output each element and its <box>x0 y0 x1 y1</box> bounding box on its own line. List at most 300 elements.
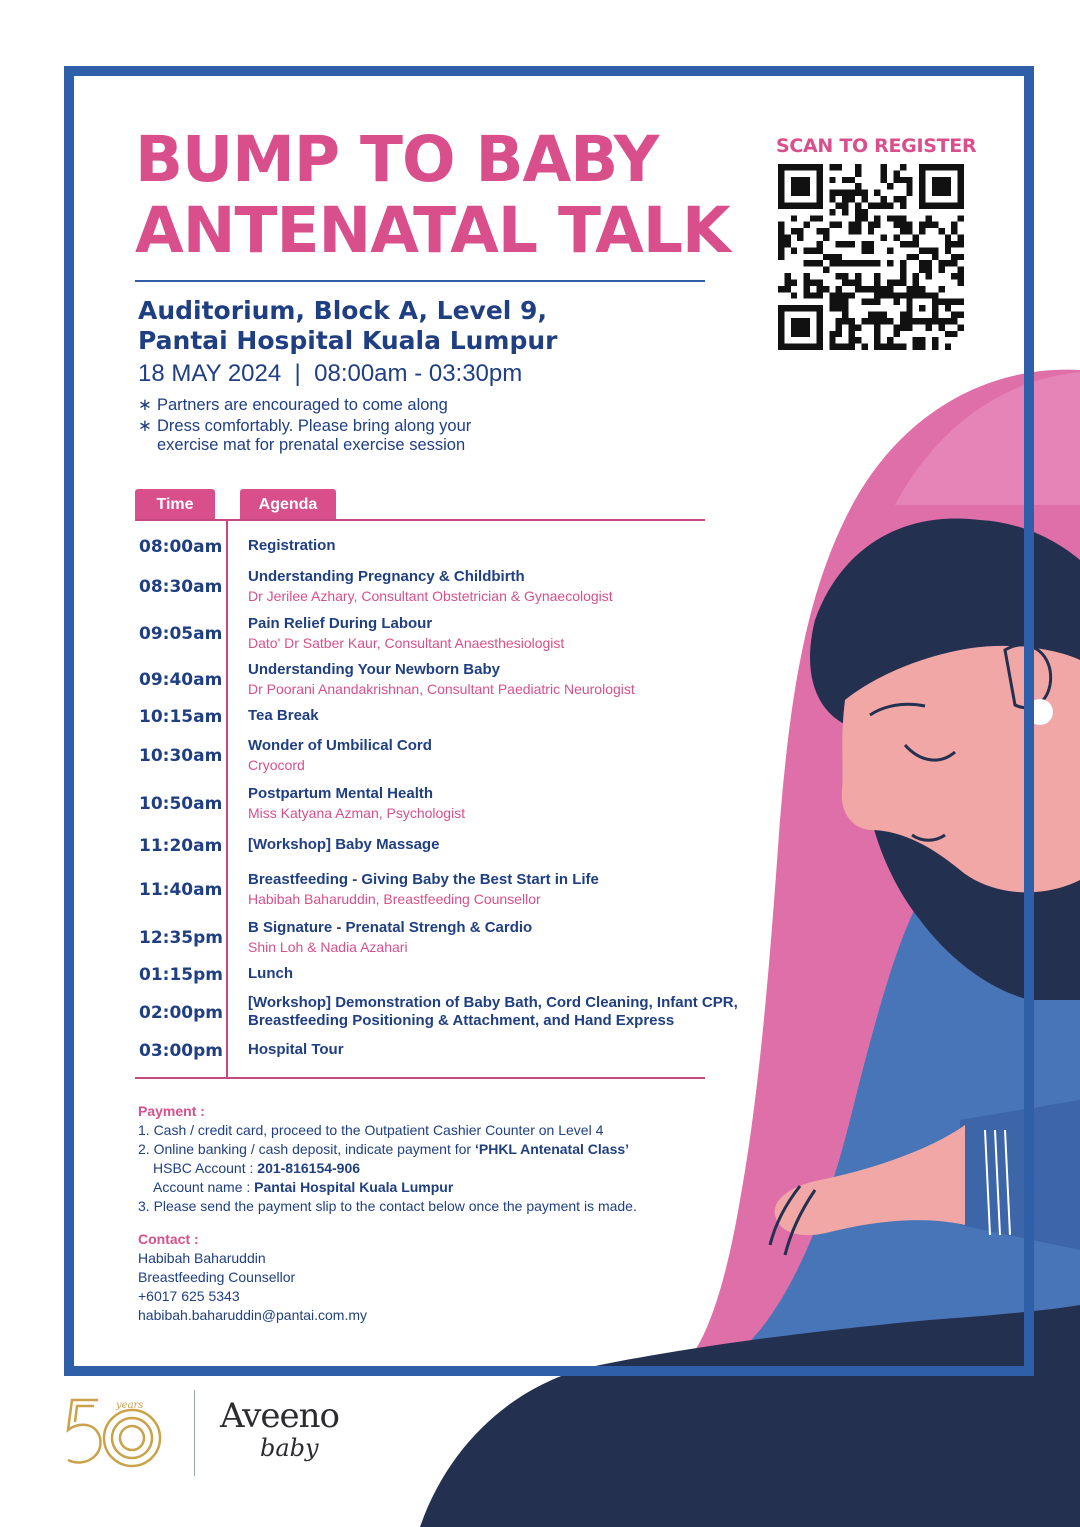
qr-module <box>842 273 848 279</box>
agenda-time: 10:30am <box>139 746 223 766</box>
agenda-speaker: Cryocord <box>248 757 305 773</box>
qr-module <box>938 260 944 266</box>
qr-module <box>836 164 842 170</box>
qr-module <box>887 337 893 343</box>
qr-module <box>836 254 842 260</box>
agenda-time: 08:00am <box>139 537 223 557</box>
qr-module <box>868 312 874 318</box>
qr-module <box>893 235 899 241</box>
qr-module <box>951 299 957 305</box>
qr-module <box>919 286 925 292</box>
agenda-speaker: Dr Poorani Anandakrishnan, Consultant Paediatric Neurologist <box>248 681 635 697</box>
agenda-title: Tea Break <box>248 707 319 724</box>
account-name <box>138 1178 637 1197</box>
qr-module <box>945 247 951 253</box>
qr-module <box>810 215 816 221</box>
agenda-title: Understanding Pregnancy & Childbirth <box>248 568 525 585</box>
qr-module <box>784 273 790 279</box>
qr-module <box>849 324 855 330</box>
qr-module <box>816 228 822 234</box>
qr-module <box>900 273 906 279</box>
qr-module <box>951 331 957 337</box>
title-divider <box>135 280 705 282</box>
qr-module <box>868 222 874 228</box>
qr-module <box>855 190 861 196</box>
qr-module <box>868 228 874 234</box>
qr-module <box>874 331 880 337</box>
qr-module <box>810 292 816 298</box>
aveeno-baby-logo <box>220 1396 360 1476</box>
qr-module <box>816 241 822 247</box>
aveeno-baby-wordmark: baby <box>260 1434 319 1462</box>
qr-module <box>906 183 912 189</box>
qr-module <box>887 247 893 253</box>
title-line-1: BUMP TO BABY <box>135 123 659 196</box>
qr-module <box>874 299 880 305</box>
qr-module <box>842 299 848 305</box>
qr-finder <box>791 318 810 337</box>
qr-module <box>823 286 829 292</box>
qr-module <box>842 279 848 285</box>
qr-module <box>829 254 835 260</box>
qr-module <box>887 260 893 266</box>
qr-module <box>900 318 906 324</box>
note-item <box>138 417 537 455</box>
qr-module <box>932 222 938 228</box>
agenda-title: Wonder of Umbilical Cord <box>248 737 432 754</box>
qr-module <box>893 170 899 176</box>
qr-module <box>900 196 906 202</box>
qr-module <box>958 254 964 260</box>
qr-module <box>887 215 893 221</box>
qr-module <box>816 286 822 292</box>
qr-module <box>951 273 957 279</box>
payment-line-3: 3. Please send the payment slip to the contact below once the payment is made. <box>138 1198 637 1214</box>
contact-section <box>138 1230 367 1325</box>
qr-module <box>906 241 912 247</box>
qr-module <box>926 215 932 221</box>
agenda-time: 08:30am <box>139 577 223 597</box>
qr-module <box>829 260 835 266</box>
qr-module <box>958 312 964 318</box>
qr-alignment <box>919 305 925 311</box>
time-column-header: Time <box>135 489 215 520</box>
qr-module <box>849 337 855 343</box>
qr-module <box>836 273 842 279</box>
logo-divider <box>194 1390 195 1476</box>
asterisk-icon: ∗ <box>138 396 152 414</box>
qr-module <box>926 247 932 253</box>
qr-module <box>842 177 848 183</box>
qr-module <box>919 228 925 234</box>
qr-module <box>893 279 899 285</box>
qr-module <box>849 228 855 234</box>
qr-module <box>816 260 822 266</box>
qr-module <box>887 183 893 189</box>
qr-module <box>945 241 951 247</box>
qr-module <box>900 260 906 266</box>
qr-module <box>829 209 835 215</box>
qr-module <box>791 228 797 234</box>
qr-module <box>913 344 919 350</box>
qr-module <box>861 260 867 266</box>
qr-module <box>804 286 810 292</box>
agenda-time: 02:00pm <box>139 1003 223 1023</box>
agenda-speaker: Habibah Baharuddin, Breastfeeding Counsellor <box>248 891 541 907</box>
payment-line-2 <box>138 1140 637 1159</box>
qr-module <box>816 247 822 253</box>
qr-module <box>945 260 951 266</box>
qr-module <box>958 324 964 330</box>
qr-module <box>881 164 887 170</box>
qr-module <box>829 299 835 305</box>
qr-module <box>778 235 784 241</box>
qr-module <box>874 292 880 298</box>
qr-module <box>868 299 874 305</box>
qr-module <box>829 222 835 228</box>
qr-module <box>861 196 867 202</box>
agenda-speaker: Shin Loh & Nadia Azahari <box>248 939 408 955</box>
qr-module <box>849 292 855 298</box>
qr-module <box>926 260 932 266</box>
qr-module <box>881 318 887 324</box>
qr-module <box>829 196 835 202</box>
qr-module <box>791 247 797 253</box>
qr-module <box>855 279 861 285</box>
qr-module <box>849 196 855 202</box>
qr-module <box>823 254 829 260</box>
qr-module <box>855 222 861 228</box>
agenda-title-continued: Breastfeeding Positioning & Attachment, and Hand Express <box>248 1012 675 1029</box>
agenda-speaker: Miss Katyana Azman, Psychologist <box>248 805 466 821</box>
qr-module <box>900 164 906 170</box>
qr-module <box>919 247 925 253</box>
notes-list <box>138 396 537 457</box>
qr-module <box>881 235 887 241</box>
qr-module <box>804 273 810 279</box>
qr-module <box>778 254 784 260</box>
qr-module <box>932 254 938 260</box>
qr-module <box>951 254 957 260</box>
qr-module <box>778 241 784 247</box>
qr-module <box>861 344 867 350</box>
qr-module <box>906 286 912 292</box>
qr-module <box>836 331 842 337</box>
qr-module <box>804 222 810 228</box>
qr-module <box>829 305 835 311</box>
qr-module <box>861 247 867 253</box>
qr-module <box>874 190 880 196</box>
qr-module <box>932 247 938 253</box>
qr-module <box>829 337 835 343</box>
qr-module <box>958 273 964 279</box>
qr-module <box>926 324 932 330</box>
qr-module <box>842 202 848 208</box>
qr-module <box>906 324 912 330</box>
qr-module <box>913 273 919 279</box>
logo-wordmark: years <box>116 1400 144 1411</box>
account-name-value: Pantai Hospital Kuala Lumpur <box>254 1179 454 1195</box>
qr-module <box>874 260 880 266</box>
event-title <box>135 124 730 266</box>
agenda-time: 10:15am <box>139 707 223 727</box>
qr-module <box>874 324 880 330</box>
qr-module <box>836 222 842 228</box>
agenda-title: Pain Relief During Labour <box>248 615 433 632</box>
qr-module <box>938 299 944 305</box>
qr-module <box>874 318 880 324</box>
qr-module <box>855 183 861 189</box>
qr-module <box>849 222 855 228</box>
qr-module <box>842 260 848 266</box>
hsbc-account <box>138 1159 637 1178</box>
venue-line-1: Auditorium, Block A, Level 9, <box>138 296 547 325</box>
qr-module <box>816 215 822 221</box>
qr-module <box>881 344 887 350</box>
qr-module <box>868 202 874 208</box>
qr-module <box>900 324 906 330</box>
qr-module <box>926 222 932 228</box>
qr-module <box>804 260 810 266</box>
qr-module <box>887 318 893 324</box>
qr-module <box>804 247 810 253</box>
qr-module <box>958 215 964 221</box>
qr-module <box>951 228 957 234</box>
agenda-title: Registration <box>248 537 336 554</box>
qr-module <box>836 318 842 324</box>
qr-module <box>791 279 797 285</box>
contact-label: Contact : <box>138 1231 199 1247</box>
qr-module <box>823 267 829 273</box>
qr-module <box>849 177 855 183</box>
qr-module <box>919 222 925 228</box>
agenda-column-header: Agenda <box>240 489 336 520</box>
qr-module <box>810 247 816 253</box>
qr-module <box>829 331 835 337</box>
qr-module <box>861 215 867 221</box>
agenda-title: Postpartum Mental Health <box>248 785 434 802</box>
qr-module <box>836 190 842 196</box>
qr-module <box>945 235 951 241</box>
qr-module <box>868 241 874 247</box>
qr-module <box>874 337 880 343</box>
qr-module <box>938 267 944 273</box>
qr-module <box>855 215 861 221</box>
hsbc-account-number: 201-816154-906 <box>257 1160 361 1176</box>
qr-module <box>874 202 880 208</box>
qr-module <box>855 209 861 215</box>
qr-module <box>913 235 919 241</box>
qr-module <box>829 177 835 183</box>
qr-module <box>919 267 925 273</box>
qr-module <box>906 222 912 228</box>
qr-module <box>900 228 906 234</box>
title-line-2: ANTENATAL TALK <box>135 194 730 267</box>
qr-module <box>893 344 899 350</box>
qr-module <box>849 318 855 324</box>
qr-module <box>893 292 899 298</box>
qr-module <box>913 279 919 285</box>
payment-reference: ‘PHKL Antenatal Class’ <box>474 1141 630 1157</box>
qr-module <box>881 292 887 298</box>
qr-module <box>881 202 887 208</box>
qr-module <box>938 286 944 292</box>
qr-module <box>951 260 957 266</box>
event-datetime: 18 MAY 2024 | 08:00am - 03:30pm <box>138 360 523 387</box>
qr-module <box>906 254 912 260</box>
qr-module <box>958 235 964 241</box>
agenda-time: 01:15pm <box>139 965 223 985</box>
venue-line-2: Pantai Hospital Kuala Lumpur <box>138 326 558 355</box>
agenda-time: 09:40am <box>139 670 223 690</box>
agenda-title: Hospital Tour <box>248 1041 344 1058</box>
hsbc-account-label: HSBC Account : <box>153 1160 258 1176</box>
qr-module <box>810 260 816 266</box>
qr-module <box>804 279 810 285</box>
qr-module <box>874 273 880 279</box>
qr-module <box>836 299 842 305</box>
agenda-time: 11:40am <box>139 880 223 900</box>
qr-module <box>855 164 861 170</box>
agenda-title: [Workshop] Baby Massage <box>248 836 440 853</box>
agenda-title: Lunch <box>248 965 293 982</box>
qr-module <box>951 318 957 324</box>
qr-module <box>874 279 880 285</box>
qr-module <box>913 254 919 260</box>
qr-module <box>804 292 810 298</box>
qr-module <box>778 228 784 234</box>
qr-module <box>958 267 964 273</box>
qr-module <box>900 344 906 350</box>
qr-module <box>900 267 906 273</box>
qr-module <box>900 215 906 221</box>
qr-module <box>900 222 906 228</box>
qr-module <box>951 222 957 228</box>
agenda-time: 10:50am <box>139 794 223 814</box>
qr-module <box>842 305 848 311</box>
qr-module <box>829 344 835 350</box>
payment-label: Payment : <box>138 1103 205 1119</box>
qr-module <box>849 190 855 196</box>
qr-module <box>874 344 880 350</box>
qr-module <box>784 279 790 285</box>
qr-module <box>836 324 842 330</box>
qr-module <box>861 209 867 215</box>
qr-module <box>893 331 899 337</box>
qr-module <box>842 196 848 202</box>
contact-email[interactable]: habibah.baharuddin@pantai.com.my <box>138 1307 368 1323</box>
qr-module <box>842 190 848 196</box>
qr-module <box>829 292 835 298</box>
qr-module <box>887 202 893 208</box>
qr-module <box>849 331 855 337</box>
qr-module <box>874 286 880 292</box>
qr-module <box>836 292 842 298</box>
qr-module <box>945 318 951 324</box>
agenda-speaker: Dato' Dr Satber Kaur, Consultant Anaesthesiologist <box>248 635 565 651</box>
qr-module <box>855 286 861 292</box>
qr-module <box>842 292 848 298</box>
qr-module <box>823 235 829 241</box>
note-item <box>138 396 537 415</box>
qr-module <box>945 299 951 305</box>
qr-module <box>893 177 899 183</box>
qr-module <box>900 292 906 298</box>
qr-module <box>855 337 861 343</box>
qr-module <box>842 318 848 324</box>
qr-module <box>893 299 899 305</box>
qr-module <box>887 279 893 285</box>
qr-module <box>829 190 835 196</box>
asterisk-icon: ∗ <box>138 417 152 435</box>
qr-module <box>900 279 906 285</box>
qr-module <box>778 286 784 292</box>
qr-module <box>816 279 822 285</box>
qr-module <box>836 305 842 311</box>
contact-phone[interactable]: +6017 625 5343 <box>138 1288 240 1304</box>
qr-module <box>874 222 880 228</box>
qr-module <box>849 344 855 350</box>
qr-module <box>861 318 867 324</box>
qr-module <box>836 260 842 266</box>
qr-module <box>849 241 855 247</box>
contact-name: Habibah Baharuddin <box>138 1250 266 1266</box>
qr-module <box>791 215 797 221</box>
agenda-title: Understanding Your Newborn Baby <box>248 661 500 678</box>
qr-module <box>938 324 944 330</box>
qr-module <box>868 318 874 324</box>
qr-code[interactable] <box>778 164 964 350</box>
qr-module <box>881 286 887 292</box>
qr-module <box>778 222 784 228</box>
qr-module <box>861 241 867 247</box>
qr-module <box>836 286 842 292</box>
agenda-title: [Workshop] Demonstration of Baby Bath, Cord Cleaning, Infant CPR, <box>248 994 738 1011</box>
qr-module <box>945 344 951 350</box>
account-name-label: Account name : <box>153 1179 255 1195</box>
qr-module <box>855 324 861 330</box>
agenda-title: Breastfeeding - Giving Baby the Best Start in Life <box>248 871 599 888</box>
qr-module <box>893 215 899 221</box>
qr-module <box>900 241 906 247</box>
contact-role: Breastfeeding Counsellor <box>138 1269 296 1285</box>
qr-module <box>855 170 861 176</box>
qr-module <box>829 164 835 170</box>
qr-module <box>887 344 893 350</box>
qr-module <box>874 312 880 318</box>
qr-module <box>855 228 861 234</box>
50-years-logo <box>60 1392 170 1474</box>
agenda-time: 11:20am <box>139 836 223 856</box>
qr-module <box>900 177 906 183</box>
qr-module <box>893 196 899 202</box>
payment-section <box>138 1102 637 1216</box>
qr-module <box>938 318 944 324</box>
qr-module <box>797 235 803 241</box>
qr-module <box>887 292 893 298</box>
qr-module <box>823 228 829 234</box>
qr-module <box>816 292 822 298</box>
aveeno-wordmark: Aveeno <box>220 1396 339 1436</box>
qr-module <box>951 241 957 247</box>
qr-finder <box>932 177 951 196</box>
agenda-bottom-rule <box>135 1077 705 1079</box>
qr-module <box>945 331 951 337</box>
qr-module <box>836 241 842 247</box>
qr-module <box>849 260 855 266</box>
qr-module <box>784 235 790 241</box>
note-text: Partners are encouraged to come along <box>157 396 448 414</box>
